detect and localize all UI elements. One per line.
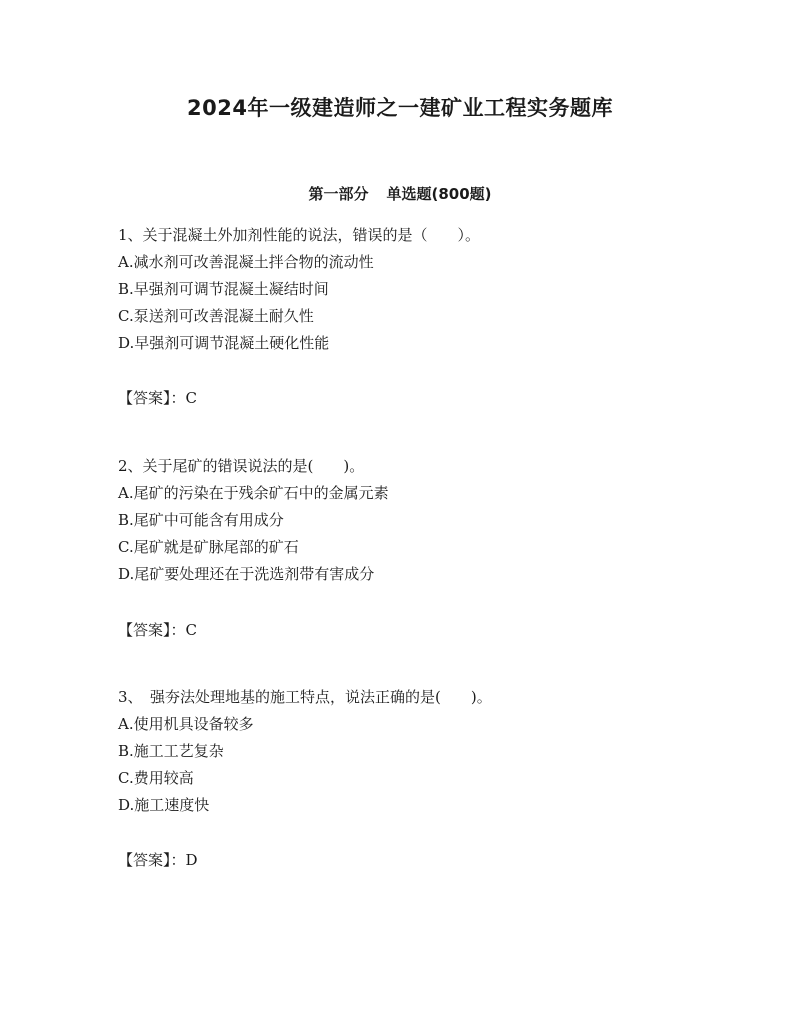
question-2 [118, 453, 718, 588]
document-title: 2024年一级建造师之一建矿业工程实务题库 [187, 96, 613, 120]
answer-value: C [185, 621, 197, 639]
question-1 [118, 222, 718, 357]
question-stem: 1、关于混凝土外加剂性能的说法，错误的是（ ）。 [118, 226, 481, 244]
option-d: D.尾矿要处理还在于洗选剂带有害成分 [118, 565, 375, 583]
answer-value: D [185, 851, 198, 869]
option-c: C.尾矿就是矿脉尾部的矿石 [118, 538, 299, 556]
section-heading [0, 183, 800, 204]
answer-2 [118, 617, 197, 644]
section-part: 第一部分 [308, 185, 369, 203]
section-name: 单选题(800题) [386, 185, 492, 203]
option-b: B.尾矿中可能含有用成分 [118, 511, 284, 529]
option-b: B.早强剂可调节混凝土凝结时间 [118, 280, 329, 298]
option-b: B.施工工艺复杂 [118, 742, 224, 760]
question-stem: 2、关于尾矿的错误说法的是( )。 [118, 457, 365, 475]
answer-label: 【答案】： [118, 389, 186, 407]
answer-3 [118, 847, 198, 874]
option-c: C.费用较高 [118, 769, 194, 787]
question-stem: 3、 强夯法处理地基的施工特点，说法正确的是( )。 [118, 688, 492, 706]
answer-label: 【答案】： [118, 621, 186, 639]
answer-value: C [185, 389, 197, 407]
question-3 [118, 684, 718, 819]
answer-1 [118, 385, 197, 412]
option-c: C.泵送剂可改善混凝土耐久性 [118, 307, 314, 325]
option-d: D.施工速度快 [118, 796, 210, 814]
option-d: D.早强剂可调节混凝土硬化性能 [118, 334, 330, 352]
option-a: A.减水剂可改善混凝土拌合物的流动性 [118, 253, 374, 271]
option-a: A.尾矿的污染在于残余矿石中的金属元素 [118, 484, 389, 502]
answer-label: 【答案】： [118, 851, 186, 869]
option-a: A.使用机具设备较多 [118, 715, 254, 733]
